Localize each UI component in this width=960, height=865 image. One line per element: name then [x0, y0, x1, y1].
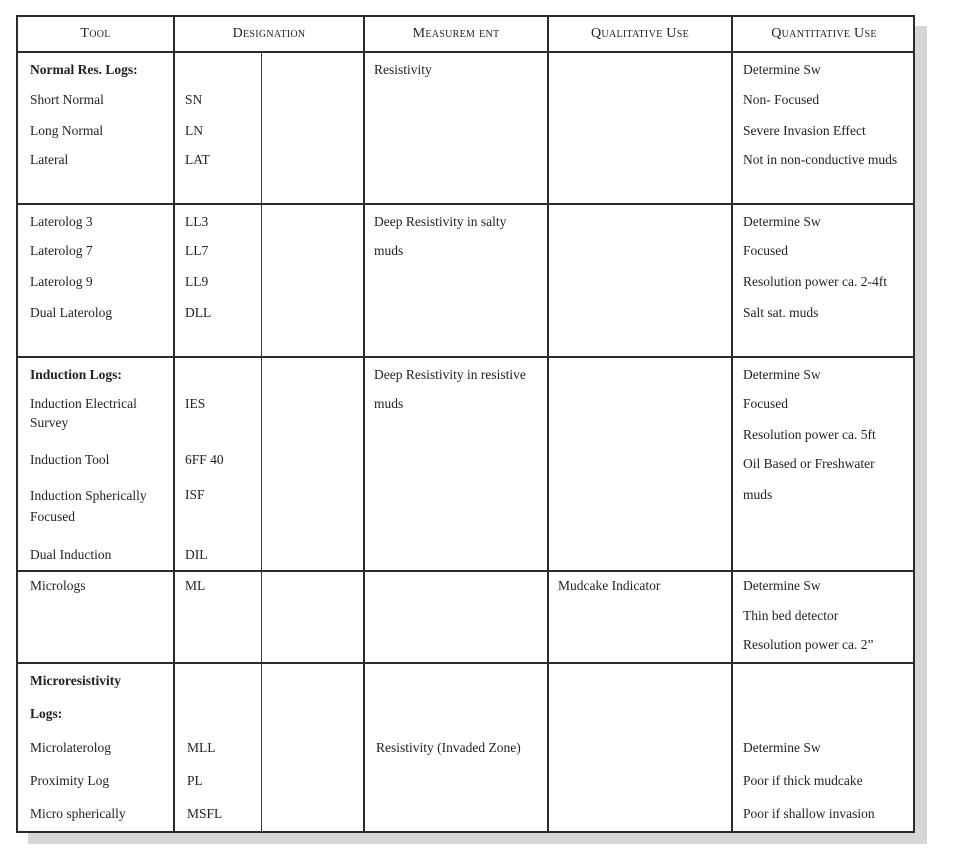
tool-cell: Dual Laterolog: [30, 305, 113, 320]
quantitative-cell: Determine Sw: [743, 578, 821, 593]
tool-cell: Long Normal: [30, 123, 104, 138]
row-divider: [18, 662, 913, 664]
quantitative-cell: Poor if shallow invasion: [743, 806, 875, 821]
quantitative-cell: Salt sat. muds: [743, 305, 819, 320]
quantitative-cell: Resolution power ca. 2-4ft: [743, 274, 887, 289]
row-divider: [18, 356, 913, 358]
quantitative-cell: Severe Invasion Effect: [743, 123, 866, 138]
header-qualitative-use: Qualitative Use: [591, 26, 689, 41]
designation-cell: LL3: [185, 214, 209, 229]
measurement-cell: Deep Resistivity in salty: [374, 214, 507, 229]
quantitative-cell: muds: [743, 487, 773, 502]
header-designation: Designation: [232, 26, 306, 41]
designation-cell: MLL: [187, 740, 216, 755]
tool-cell-heading: Normal Res. Logs:: [30, 62, 138, 77]
tool-cell: Induction Electrical Survey: [30, 396, 137, 430]
tool-cell-heading: Logs:: [30, 706, 63, 721]
header-measurement: Measurem ent: [412, 26, 500, 41]
quantitative-cell: Oil Based or Freshwater: [743, 456, 875, 471]
quantitative-cell: Determine Sw: [743, 62, 821, 77]
tool-cell: Laterolog 3: [30, 214, 93, 229]
header-tool: Tool: [80, 26, 111, 41]
tool-cell: Proximity Log: [30, 773, 110, 788]
designation-cell: SN: [185, 92, 203, 107]
designation-cell: ML: [185, 578, 206, 593]
designation-cell: LL7: [185, 243, 209, 258]
designation-cell: MSFL: [187, 806, 223, 821]
tool-cell: Laterolog 7: [30, 243, 93, 258]
quantitative-cell: Non- Focused: [743, 92, 820, 107]
tool-cell: Laterolog 9: [30, 274, 93, 289]
designation-cell: LL9: [185, 274, 209, 289]
qualitative-cell: Mudcake Indicator: [558, 578, 661, 593]
quantitative-cell: Determine Sw: [743, 214, 821, 229]
quantitative-cell: Focused: [743, 396, 788, 411]
designation-cell: LAT: [185, 152, 210, 167]
designation-cell: 6FF 40: [185, 452, 224, 467]
header-divider: [18, 51, 913, 53]
designation-cell: ISF: [185, 487, 205, 502]
quantitative-cell: Focused: [743, 243, 788, 258]
tool-cell-heading: Microresistivity: [30, 673, 121, 688]
designation-cell: PL: [187, 773, 203, 788]
quantitative-cell: Resolution power ca. 2”: [743, 637, 874, 652]
quantitative-cell: Poor if thick mudcake: [743, 773, 863, 788]
designation-cell: DLL: [185, 305, 212, 320]
column-divider: [731, 17, 733, 831]
row-divider: [18, 570, 913, 572]
log-tools-table: [16, 15, 915, 833]
quantitative-cell: Determine Sw: [743, 367, 821, 382]
quantitative-cell: Resolution power ca. 5ft: [743, 427, 876, 442]
tool-cell: Micrologs: [30, 578, 86, 593]
measurement-cell: Resistivity: [374, 62, 432, 77]
column-divider: [173, 17, 175, 831]
measurement-cell: Deep Resistivity in resistive: [374, 367, 526, 382]
tool-cell: Micro spherically: [30, 806, 126, 821]
quantitative-cell: Not in non-conductive muds: [743, 152, 898, 167]
tool-cell: Lateral: [30, 152, 69, 167]
designation-cell: LN: [185, 123, 203, 138]
tool-cell-heading: Induction Logs:: [30, 367, 122, 382]
tool-cell: Microlaterolog: [30, 740, 111, 755]
quantitative-cell: Thin bed detector: [743, 608, 839, 623]
designation-cell: IES: [185, 396, 206, 411]
row-divider: [18, 203, 913, 205]
quantitative-cell: Determine Sw: [743, 740, 821, 755]
column-divider: [363, 17, 365, 831]
designation-subdivider: [261, 51, 262, 831]
tool-cell: Induction Spherically Focused: [30, 488, 147, 524]
header-quantitative-use: Quantitative Use: [771, 26, 877, 41]
measurement-cell: Resistivity (Invaded Zone): [376, 740, 521, 755]
designation-cell: DIL: [185, 547, 208, 562]
tool-cell: Short Normal: [30, 92, 104, 107]
tool-cell: Dual Induction: [30, 547, 112, 562]
column-divider: [547, 17, 549, 831]
measurement-cell: muds: [374, 396, 404, 411]
tool-cell: Induction Tool: [30, 452, 110, 467]
measurement-cell: muds: [374, 243, 404, 258]
